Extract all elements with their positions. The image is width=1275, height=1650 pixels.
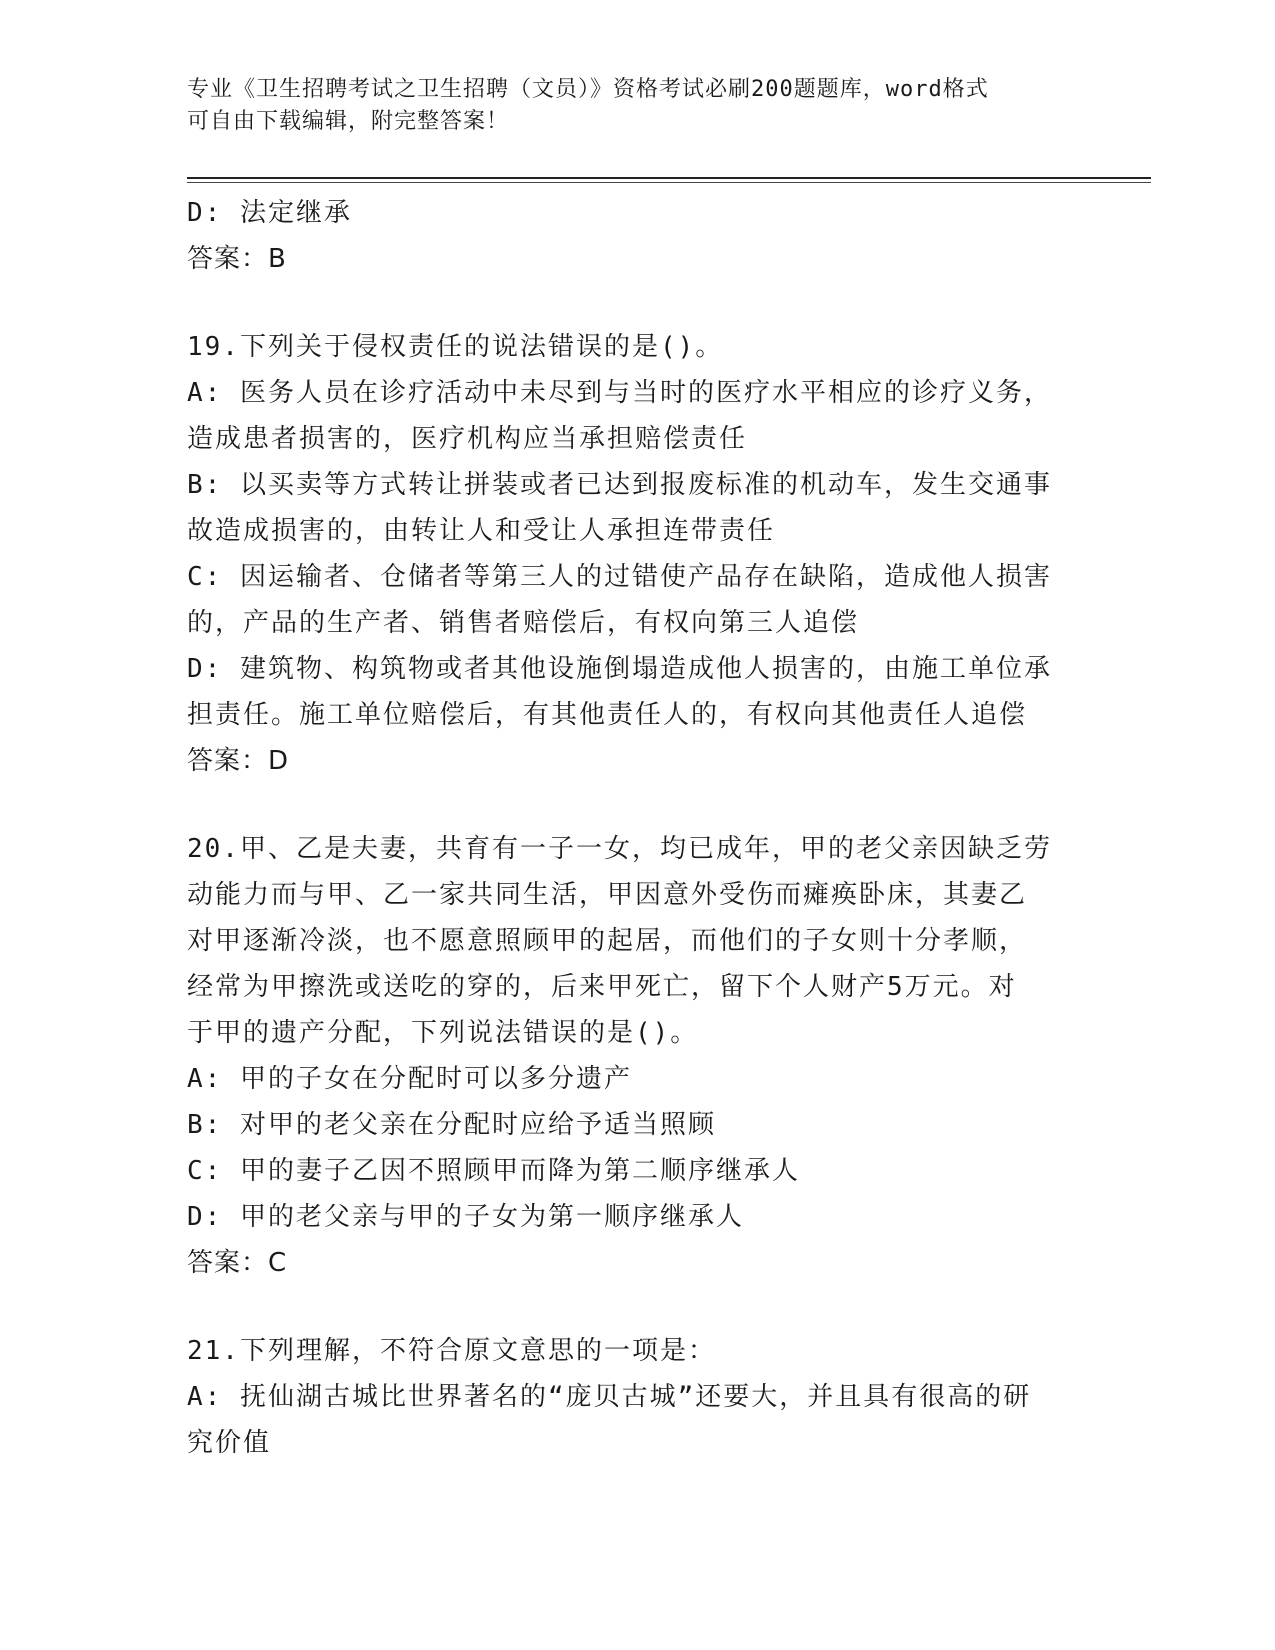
header-line-1: 专业《卫生招聘考试之卫生招聘（文员）》资格考试必刷200题题库，word格式 bbox=[187, 77, 989, 102]
option-c-line-2: 的，产品的生产者、销售者赔偿后，有权向第三人追偿 bbox=[187, 608, 860, 638]
header-divider bbox=[187, 177, 1151, 179]
option-d: D: 甲的老父亲与甲的子女为第一顺序继承人 bbox=[187, 1202, 744, 1232]
option-a: A: 甲的子女在分配时可以多分遗产 bbox=[187, 1064, 632, 1094]
question-stem-line-2: 动能力而与甲、乙一家共同生活，甲因意外受伤而瘫痪卧床，其妻乙 bbox=[187, 880, 1028, 910]
question-19 bbox=[187, 324, 1087, 784]
question-20 bbox=[187, 826, 1087, 1286]
option-a-line-1: A: 医务人员在诊疗活动中未尽到与当时的医疗水平相应的诊疗义务， bbox=[187, 378, 1052, 408]
question-stem-line-1: 20.甲、乙是夫妻，共育有一子一女，均已成年，甲的老父亲因缺乏劳 bbox=[187, 834, 1052, 864]
option-a-line-2: 造成患者损害的，医疗机构应当承担赔偿责任 bbox=[187, 424, 748, 454]
option-a-line-1: A: 抚仙湖古城比世界著名的“庞贝古城”还要大，并且具有很高的研 bbox=[187, 1382, 1032, 1412]
previous-question-tail bbox=[187, 190, 1087, 282]
question-stem: 21.下列理解，不符合原文意思的一项是： bbox=[187, 1336, 716, 1366]
answer: 答案：B bbox=[187, 244, 287, 274]
option-d: D: 法定继承 bbox=[187, 198, 352, 228]
question-stem: 19.下列关于侵权责任的说法错误的是()。 bbox=[187, 332, 724, 362]
question-stem-line-4: 经常为甲擦洗或送吃的穿的，后来甲死亡，留下个人财产5万元。对 bbox=[187, 972, 1017, 1002]
question-content bbox=[187, 190, 1087, 1466]
header-line-2: 可自由下载编辑，附完整答案！ bbox=[187, 109, 510, 134]
option-c: C: 甲的妻子乙因不照顾甲而降为第二顺序继承人 bbox=[187, 1156, 800, 1186]
option-a-line-2: 究价值 bbox=[187, 1428, 272, 1458]
question-stem-line-5: 于甲的遗产分配，下列说法错误的是()。 bbox=[187, 1018, 699, 1048]
answer: 答案：D bbox=[187, 746, 290, 776]
header-divider-thin bbox=[187, 182, 1151, 183]
question-stem-line-3: 对甲逐渐冷淡，也不愿意照顾甲的起居，而他们的子女则十分孝顺， bbox=[187, 926, 1028, 956]
document-header bbox=[187, 74, 1087, 138]
option-b: B: 对甲的老父亲在分配时应给予适当照顾 bbox=[187, 1110, 716, 1140]
option-b-line-1: B: 以买卖等方式转让拼装或者已达到报废标准的机动车，发生交通事 bbox=[187, 470, 1052, 500]
option-b-line-2: 故造成损害的，由转让人和受让人承担连带责任 bbox=[187, 516, 776, 546]
option-c-line-1: C: 因运输者、仓储者等第三人的过错使产品存在缺陷，造成他人损害 bbox=[187, 562, 1052, 592]
answer: 答案：C bbox=[187, 1248, 288, 1278]
question-21 bbox=[187, 1328, 1087, 1466]
option-d-line-2: 担责任。施工单位赔偿后，有其他责任人的，有权向其他责任人追偿 bbox=[187, 700, 1028, 730]
option-d-line-1: D: 建筑物、构筑物或者其他设施倒塌造成他人损害的，由施工单位承 bbox=[187, 654, 1052, 684]
